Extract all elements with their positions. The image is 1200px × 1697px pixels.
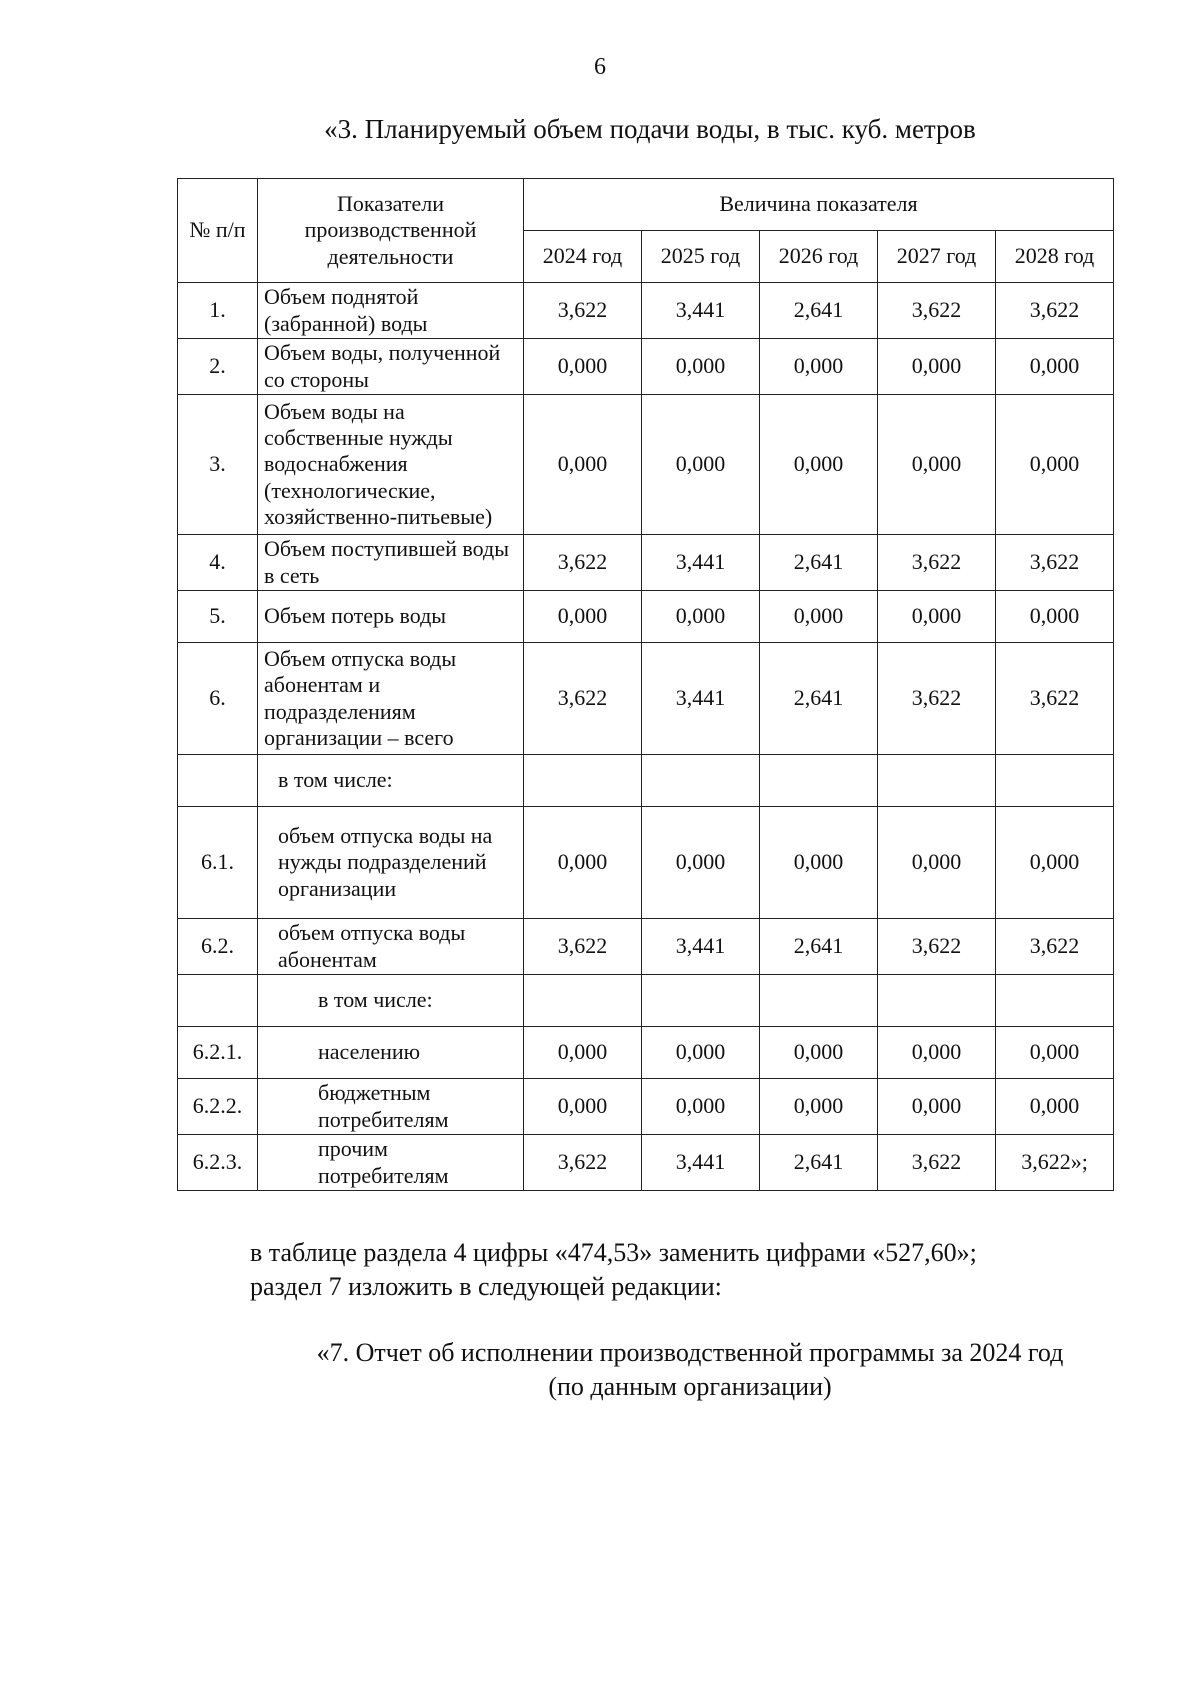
row-value: 0,000 bbox=[878, 591, 996, 643]
row-value bbox=[524, 755, 642, 807]
row-value: 0,000 bbox=[760, 395, 878, 535]
amendment-line: раздел 7 изложить в следующей редакции: bbox=[250, 1271, 722, 1301]
row-value bbox=[524, 975, 642, 1027]
row-value: 0,000 bbox=[878, 395, 996, 535]
row-number: 6.2.3. bbox=[178, 1135, 258, 1191]
row-value: 3,622»; bbox=[996, 1135, 1114, 1191]
row-value bbox=[642, 755, 760, 807]
row-value: 0,000 bbox=[996, 1079, 1114, 1135]
table-row bbox=[178, 283, 1114, 339]
amendment-text bbox=[250, 1236, 1130, 1304]
row-value: 0,000 bbox=[760, 591, 878, 643]
row-label: бюджетным потребителям bbox=[258, 1079, 524, 1135]
row-value: 3,622 bbox=[878, 283, 996, 339]
row-value: 0,000 bbox=[524, 1027, 642, 1079]
header-year: 2028 год bbox=[996, 231, 1114, 283]
row-value: 3,441 bbox=[642, 643, 760, 755]
header-year: 2025 год bbox=[642, 231, 760, 283]
header-num: № п/п bbox=[178, 179, 258, 283]
table-row bbox=[178, 535, 1114, 591]
row-value: 0,000 bbox=[642, 1079, 760, 1135]
row-number: 6.1. bbox=[178, 807, 258, 919]
section-title: «3. Планируемый объем подачи воды, в тыс. куб. метров bbox=[324, 114, 976, 144]
row-value: 3,622 bbox=[878, 535, 996, 591]
table-row bbox=[178, 1079, 1114, 1135]
row-label: населению bbox=[258, 1027, 524, 1079]
row-value: 0,000 bbox=[996, 395, 1114, 535]
row-value: 3,622 bbox=[996, 643, 1114, 755]
row-label: Объем отпуска воды абонентам и подразделениям организации – всего bbox=[258, 643, 524, 755]
row-label: прочим потребителям bbox=[258, 1135, 524, 1191]
row-value: 0,000 bbox=[524, 807, 642, 919]
table-row bbox=[178, 591, 1114, 643]
page-number: 6 bbox=[594, 54, 606, 80]
row-value: 0,000 bbox=[524, 1079, 642, 1135]
table-row bbox=[178, 1135, 1114, 1191]
row-number: 5. bbox=[178, 591, 258, 643]
row-value: 2,641 bbox=[760, 919, 878, 975]
header-year: 2027 год bbox=[878, 231, 996, 283]
report-title bbox=[250, 1336, 1130, 1404]
row-value: 3,441 bbox=[642, 535, 760, 591]
row-value: 3,622 bbox=[524, 283, 642, 339]
row-value: 0,000 bbox=[642, 591, 760, 643]
row-value: 2,641 bbox=[760, 535, 878, 591]
row-value: 3,622 bbox=[524, 919, 642, 975]
row-value: 3,622 bbox=[996, 283, 1114, 339]
row-value: 0,000 bbox=[760, 807, 878, 919]
row-number: 3. bbox=[178, 395, 258, 535]
report-title-subline: (по данным организации) bbox=[548, 1371, 832, 1401]
row-value: 2,641 bbox=[760, 283, 878, 339]
row-value bbox=[642, 975, 760, 1027]
row-value: 3,622 bbox=[878, 1135, 996, 1191]
row-value: 0,000 bbox=[642, 807, 760, 919]
row-value: 0,000 bbox=[524, 395, 642, 535]
row-value: 3,622 bbox=[878, 643, 996, 755]
header-indicator: Показатели производственной деятельности bbox=[258, 179, 524, 283]
row-number: 6.2.2. bbox=[178, 1079, 258, 1135]
row-number: 2. bbox=[178, 339, 258, 395]
row-label: Объем воды, полученной со стороны bbox=[258, 339, 524, 395]
row-value bbox=[760, 755, 878, 807]
row-label: объем отпуска воды абонентам bbox=[258, 919, 524, 975]
header-year: 2024 год bbox=[524, 231, 642, 283]
row-value: 0,000 bbox=[524, 591, 642, 643]
row-value: 0,000 bbox=[760, 1027, 878, 1079]
row-number: 1. bbox=[178, 283, 258, 339]
row-value: 3,441 bbox=[642, 1135, 760, 1191]
row-value: 0,000 bbox=[878, 1027, 996, 1079]
row-label: Объем воды на собственные нужды водоснабжения (технологические, хозяйственно-питьевые) bbox=[258, 395, 524, 535]
row-value: 0,000 bbox=[642, 1027, 760, 1079]
row-value bbox=[996, 975, 1114, 1027]
amendment-line: в таблице раздела 4 цифры «474,53» заменить цифрами «527,60»; bbox=[250, 1238, 977, 1267]
row-number: 6. bbox=[178, 643, 258, 755]
row-label: объем отпуска воды на нужды подразделений организации bbox=[258, 807, 524, 919]
table-row bbox=[178, 395, 1114, 535]
row-label: Объем потерь воды bbox=[258, 591, 524, 643]
table-row bbox=[178, 1027, 1114, 1079]
row-value: 3,622 bbox=[524, 643, 642, 755]
table-row bbox=[178, 339, 1114, 395]
row-value: 0,000 bbox=[996, 1027, 1114, 1079]
row-value: 3,441 bbox=[642, 919, 760, 975]
row-label: Объем поступившей воды в сеть bbox=[258, 535, 524, 591]
table-row bbox=[178, 975, 1114, 1027]
row-number: 4. bbox=[178, 535, 258, 591]
table-row bbox=[178, 807, 1114, 919]
row-value: 0,000 bbox=[996, 591, 1114, 643]
row-value: 0,000 bbox=[642, 339, 760, 395]
row-value: 3,622 bbox=[878, 919, 996, 975]
row-value: 0,000 bbox=[996, 807, 1114, 919]
row-value: 3,441 bbox=[642, 283, 760, 339]
row-value bbox=[996, 755, 1114, 807]
row-value bbox=[878, 755, 996, 807]
water-supply-table bbox=[177, 178, 1114, 1191]
row-value bbox=[760, 975, 878, 1027]
table-row bbox=[178, 643, 1114, 755]
row-value: 3,622 bbox=[524, 1135, 642, 1191]
row-number: 6.2.1. bbox=[178, 1027, 258, 1079]
row-value: 0,000 bbox=[642, 395, 760, 535]
row-number bbox=[178, 975, 258, 1027]
row-value: 0,000 bbox=[760, 339, 878, 395]
row-value bbox=[878, 975, 996, 1027]
row-value: 3,622 bbox=[524, 535, 642, 591]
header-year: 2026 год bbox=[760, 231, 878, 283]
row-value: 0,000 bbox=[878, 1079, 996, 1135]
row-value: 2,641 bbox=[760, 1135, 878, 1191]
row-label: Объем поднятой (забранной) воды bbox=[258, 283, 524, 339]
row-number: 6.2. bbox=[178, 919, 258, 975]
row-value: 0,000 bbox=[878, 339, 996, 395]
row-number bbox=[178, 755, 258, 807]
row-value: 0,000 bbox=[760, 1079, 878, 1135]
row-value: 2,641 bbox=[760, 643, 878, 755]
row-value: 0,000 bbox=[878, 807, 996, 919]
row-label: в том числе: bbox=[258, 755, 524, 807]
row-value: 0,000 bbox=[996, 339, 1114, 395]
row-label: в том числе: bbox=[258, 975, 524, 1027]
row-value: 3,622 bbox=[996, 535, 1114, 591]
table-row bbox=[178, 755, 1114, 807]
report-title-line: «7. Отчет об исполнении производственной программы за 2024 год bbox=[316, 1338, 1064, 1367]
row-value: 3,622 bbox=[996, 919, 1114, 975]
table-row bbox=[178, 919, 1114, 975]
header-value-group: Величина показателя bbox=[524, 179, 1114, 231]
row-value: 0,000 bbox=[524, 339, 642, 395]
